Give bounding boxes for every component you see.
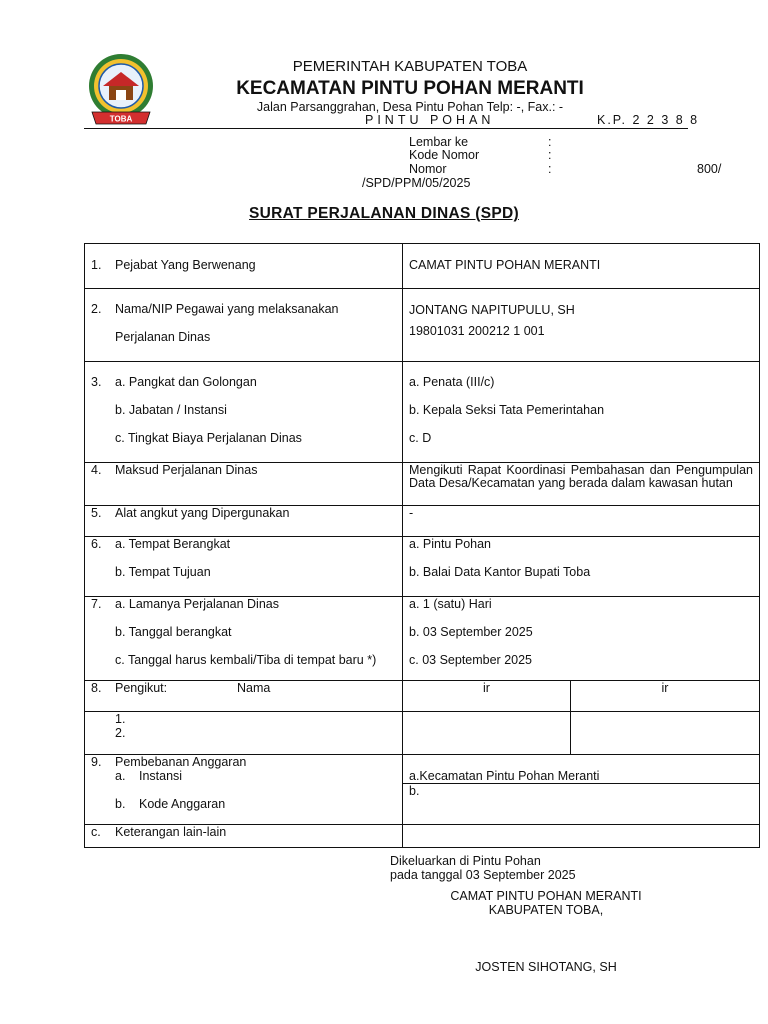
table-row-8-list — [85, 712, 760, 755]
name-header: Nama — [237, 681, 271, 695]
departure-label: a. Tempat Berangkat — [115, 537, 231, 551]
agency-label: Instansi — [139, 769, 183, 783]
kode-colon: : — [548, 148, 552, 162]
table-row-5 — [85, 506, 760, 537]
row-number: 9. — [91, 755, 102, 769]
nomor-colon: : — [548, 162, 552, 176]
departure-value: a. Pintu Pohan — [409, 537, 492, 551]
row-label: Nama/NIP Pegawai yang melaksanakan — [115, 302, 339, 316]
table-row-6 — [85, 537, 760, 597]
followers-col3: ir — [661, 681, 669, 695]
row-value: - — [409, 506, 414, 520]
table-row-1 — [85, 244, 760, 289]
lembar-colon: : — [548, 135, 552, 149]
table-row-8 — [85, 681, 760, 712]
departure-date-value: b. 03 September 2025 — [409, 625, 533, 639]
budget-b-num: b. — [115, 797, 126, 811]
office-address: Jalan Parsanggrahan, Desa Pintu Pohan Telp: -, Fax.: - — [256, 100, 564, 114]
nomor-label: Nomor — [409, 162, 447, 176]
destination-value: b. Balai Data Kantor Bupati Toba — [409, 565, 591, 579]
return-date-value: c. 03 September 2025 — [409, 653, 532, 667]
row-number: 8. — [91, 681, 102, 695]
duration-value: a. 1 (satu) Hari — [409, 597, 492, 611]
rank-value: a. Penata (III/c) — [409, 375, 495, 389]
employee-name: JONTANG NAPITUPULU, SH — [409, 303, 575, 317]
row-label-cont: Perjalanan Dinas — [115, 330, 211, 344]
row-label: Alat angkut yang Dipergunakan — [115, 506, 290, 520]
row-label: Maksud Perjalanan Dinas — [115, 463, 258, 477]
purpose-value: Mengikuti Rapat Koordinasi Pembahasan dan Pengumpulan Data Desa/Kecamatan yang berada dalam kawasan hutan — [409, 463, 753, 490]
postal-code: K.P. 2 2 3 8 8 — [597, 113, 700, 127]
nomor-continuation: /SPD/PPM/05/2025 — [362, 176, 471, 190]
table-row-9 — [85, 755, 760, 784]
followers-label: Pengikut: — [115, 681, 168, 695]
budget-a-num: a. — [115, 769, 126, 783]
office-place: PINTU POHAN — [365, 113, 495, 127]
nomor-value: 800/ — [697, 162, 722, 176]
government-name: PEMERINTAH KABUPATEN TOBA — [292, 58, 528, 75]
issued-place: Dikeluarkan di Pintu Pohan — [390, 854, 541, 868]
spd-table — [84, 243, 760, 848]
agency-value: a.Kecamatan Pintu Pohan Meranti — [409, 769, 600, 783]
table-row-7 — [85, 597, 760, 681]
table-row-10 — [85, 825, 760, 848]
follower-item-2: 2. — [115, 726, 126, 740]
issued-date: pada tanggal 03 September 2025 — [390, 868, 576, 882]
position-label: b. Jabatan / Instansi — [115, 403, 227, 417]
cost-level-value: c. D — [409, 431, 432, 445]
logo-text: TOBA — [109, 114, 133, 124]
destination-label: b. Tempat Tujuan — [115, 565, 211, 579]
signer-regency: KABUPATEN TOBA, — [488, 903, 604, 917]
cost-level-label: c. Tingkat Biaya Perjalanan Dinas — [115, 431, 302, 445]
rank-label: a. Pangkat dan Golongan — [115, 375, 257, 389]
budget-label: Pembebanan Anggaran — [115, 755, 247, 769]
position-value: b. Kepala Seksi Tata Pemerintahan — [409, 403, 605, 417]
budget-code-value: b. — [409, 784, 420, 798]
kode-label: Kode Nomor — [409, 148, 480, 162]
signer-name: JOSTEN SIHOTANG, SH — [475, 960, 617, 974]
followers-col2: ir — [483, 681, 490, 695]
duration-label: a. Lamanya Perjalanan Dinas — [115, 597, 279, 611]
lembar-label: Lembar ke — [409, 135, 469, 149]
table-row-3 — [85, 362, 760, 463]
departure-date-label: b. Tanggal berangkat — [115, 625, 232, 639]
row-number: c. — [91, 825, 101, 839]
office-name: KECAMATAN PINTU POHAN MERANTI — [236, 78, 584, 99]
row-number: 1. — [91, 258, 102, 272]
toba-regency-logo — [86, 52, 156, 130]
letterhead-divider — [84, 128, 688, 129]
row-number: 4. — [91, 463, 102, 477]
document-title: SURAT PERJALANAN DINAS (SPD) — [249, 205, 519, 222]
return-date-label: c. Tanggal harus kembali/Tiba di tempat baru *) — [115, 653, 377, 667]
notes-label: Keterangan lain-lain — [115, 825, 227, 839]
row-number: 2. — [91, 302, 102, 316]
row-number: 3. — [91, 375, 102, 389]
follower-item-1: 1. — [115, 712, 126, 726]
employee-nip: 19801031 200212 1 001 — [409, 324, 545, 338]
table-row-4 — [85, 463, 760, 506]
row-label: Pejabat Yang Berwenang — [115, 258, 256, 272]
table-row-2 — [85, 289, 760, 362]
row-number: 5. — [91, 506, 102, 520]
signer-position: CAMAT PINTU POHAN MERANTI — [450, 889, 642, 903]
budget-code-label: Kode Anggaran — [139, 797, 226, 811]
row-number: 7. — [91, 597, 102, 611]
row-number: 6. — [91, 537, 102, 551]
row-value: CAMAT PINTU POHAN MERANTI — [409, 258, 601, 272]
